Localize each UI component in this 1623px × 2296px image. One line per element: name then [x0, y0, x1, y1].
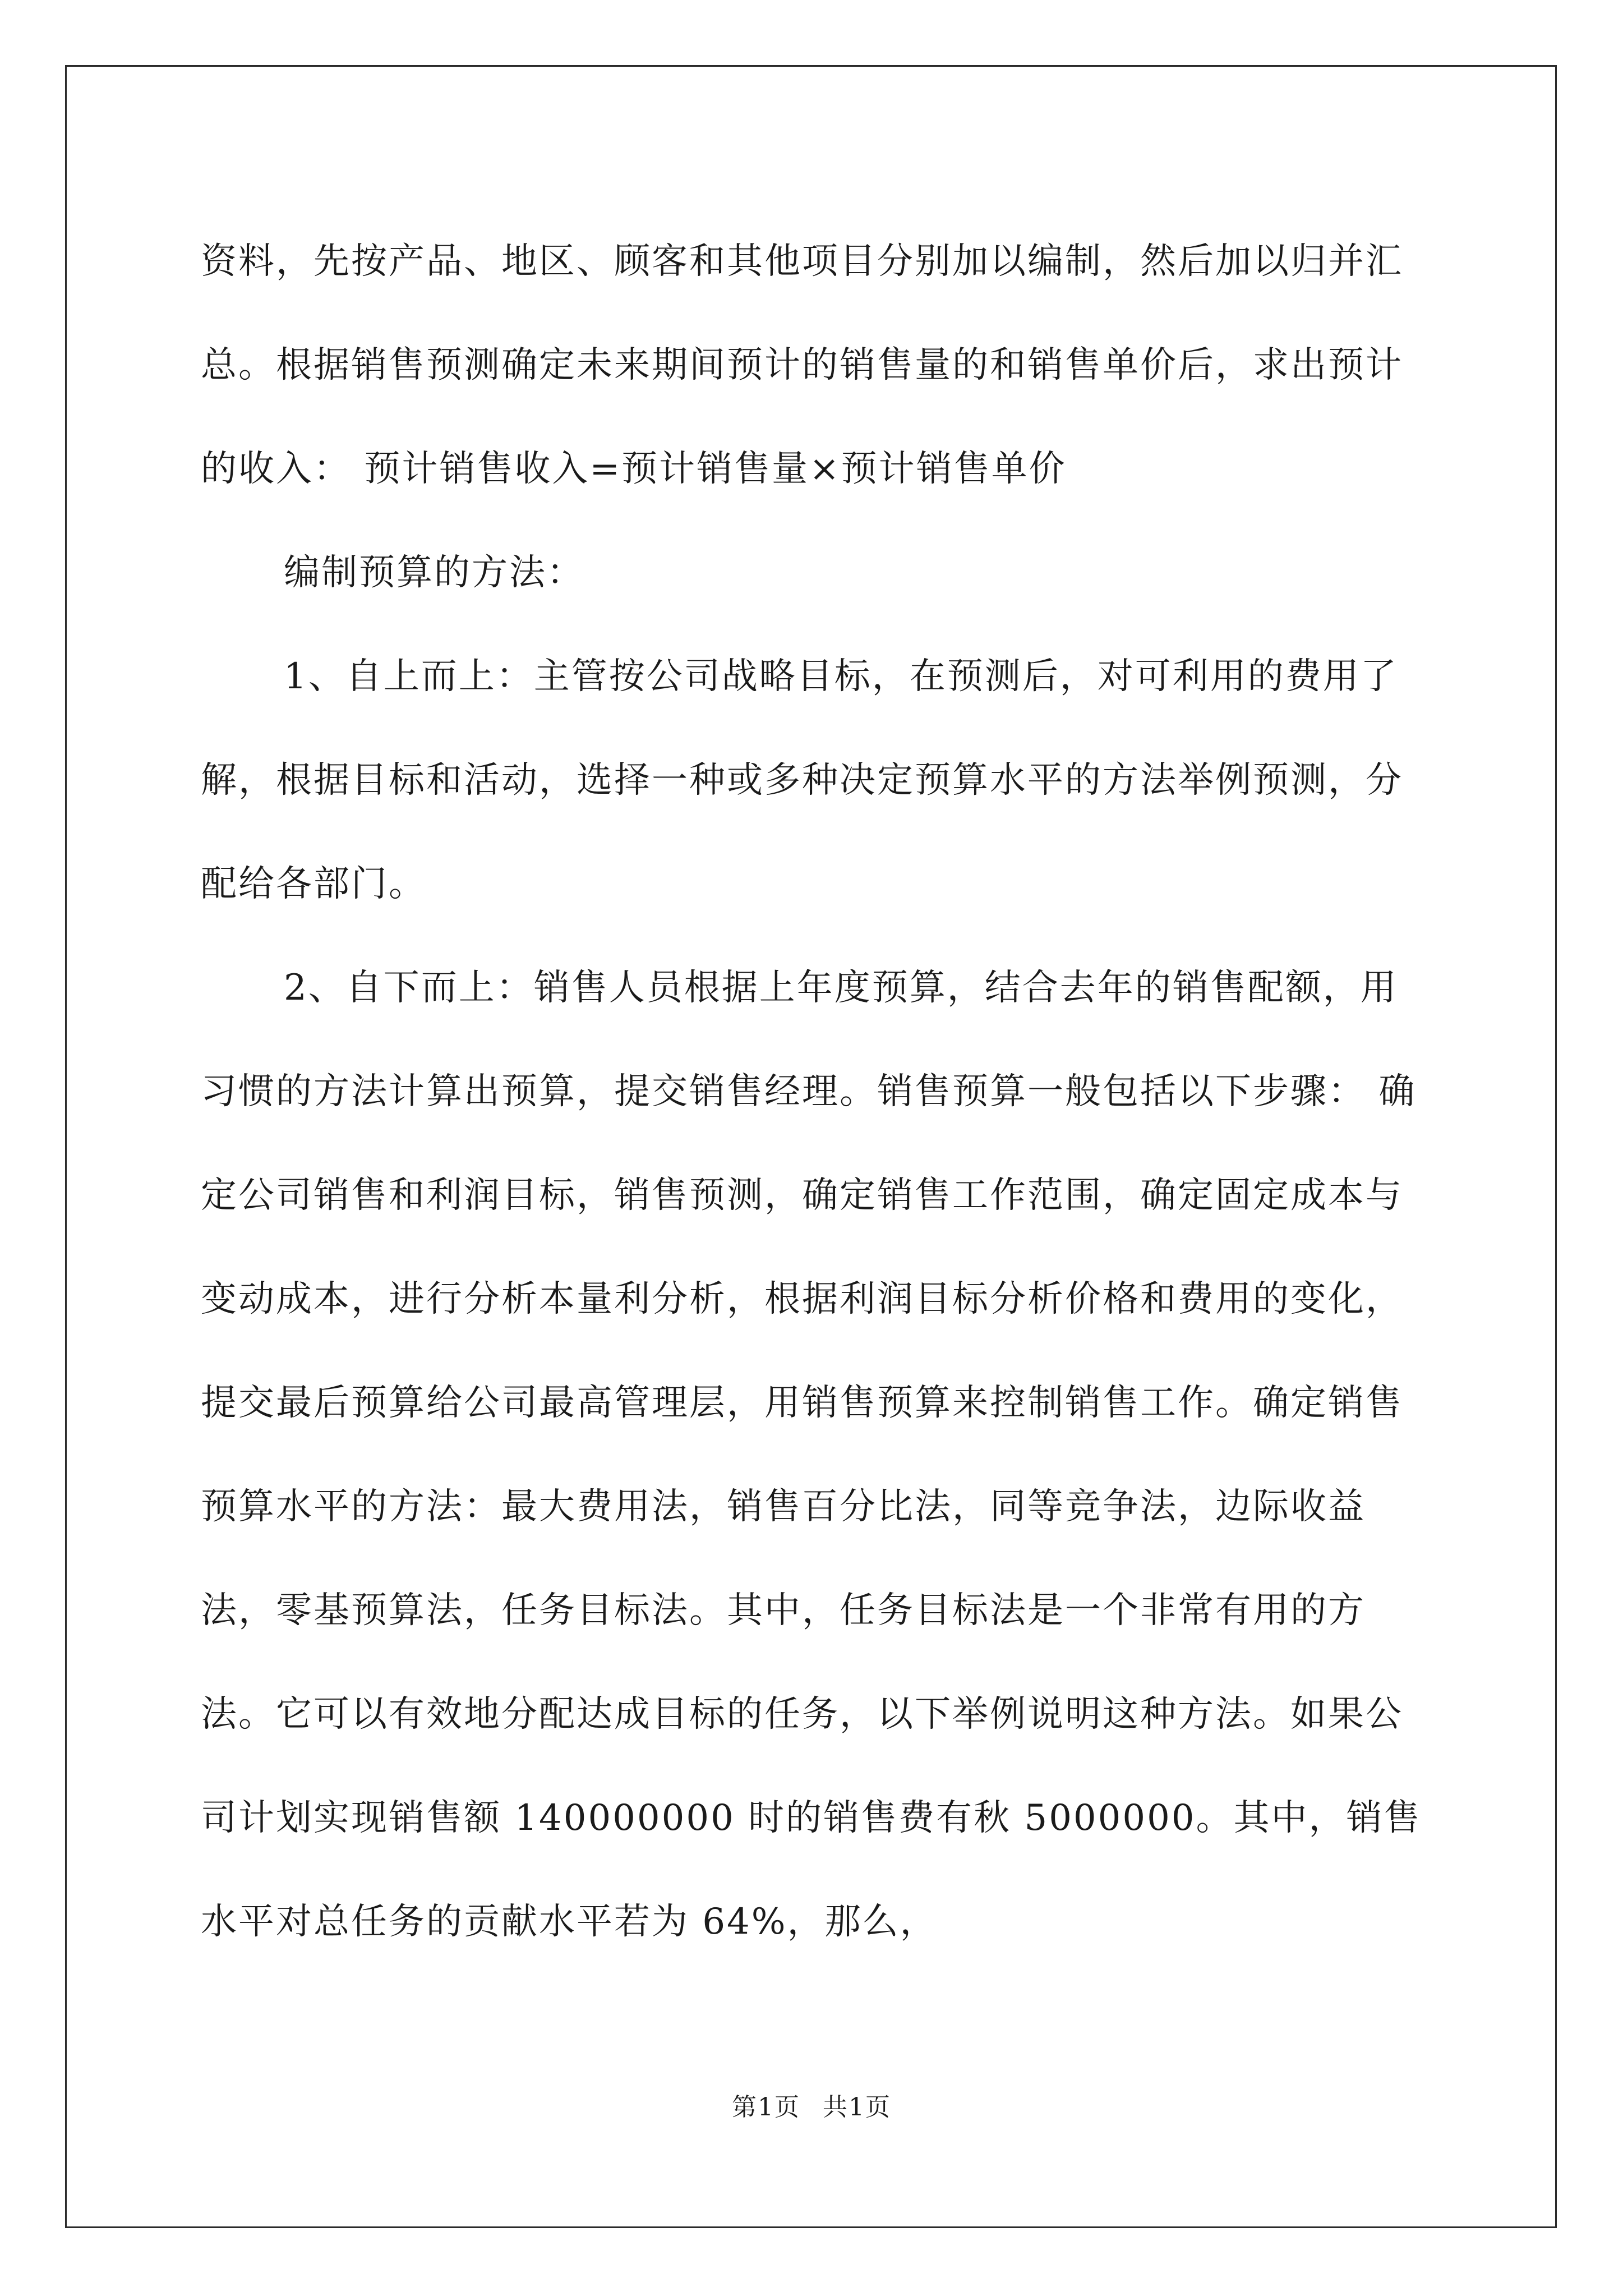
document-body: [201, 210, 1423, 1974]
paragraph-top-down: 1、自上而上：主管按公司战略目标，在预测后，对可利用的费用了解，根据目标和活动，选择一种或多种决定预算水平的方法举例预测，分配给各部门。: [201, 656, 1403, 905]
page-number: 第1页: [732, 2093, 800, 2122]
total-pages: 共1页: [823, 2093, 891, 2122]
paragraph-methods-heading: 编制预算的方法：: [284, 552, 584, 593]
paragraph-bottom-up: 2、自下而上：销售人员根据上年度预算，结合去年的销售配额，用习惯的方法计算出预算，提交销售经理。销售预算一般包括以下步骤： 确定公司销售和利润目标，销售预测，确定销售工作范围，确定固定成本与变动成本，进行分析本量利分析，根据利润目标分析价格和费用的变化，提交最后预算给公司最高管理层，用销售预算来控制销售工作。确定销售预算水平的方法：最大费用法，销售百分比法，同等竞争法，边际收益法，零基预算法，任务目标法。其中，任务目标法是一个非常有用的方法。它可以有效地分配达成目标的任务，以下举例说明这种方法。如果公司计划实现销售额 140000000 时的销售费有秋 5000000。其中，销售水平对总任务的贡献水平若为 64%，那么，: [201, 967, 1422, 1943]
page-footer: [0, 2091, 1623, 2124]
paragraph-intro: 资料，先按产品、地区、顾客和其他项目分别加以编制，然后加以归并汇总。根据销售预测确定未来期间预计的销售量的和销售单价后，求出预计的收入： 预计销售收入=预计销售量×预计销售单价: [201, 241, 1403, 490]
